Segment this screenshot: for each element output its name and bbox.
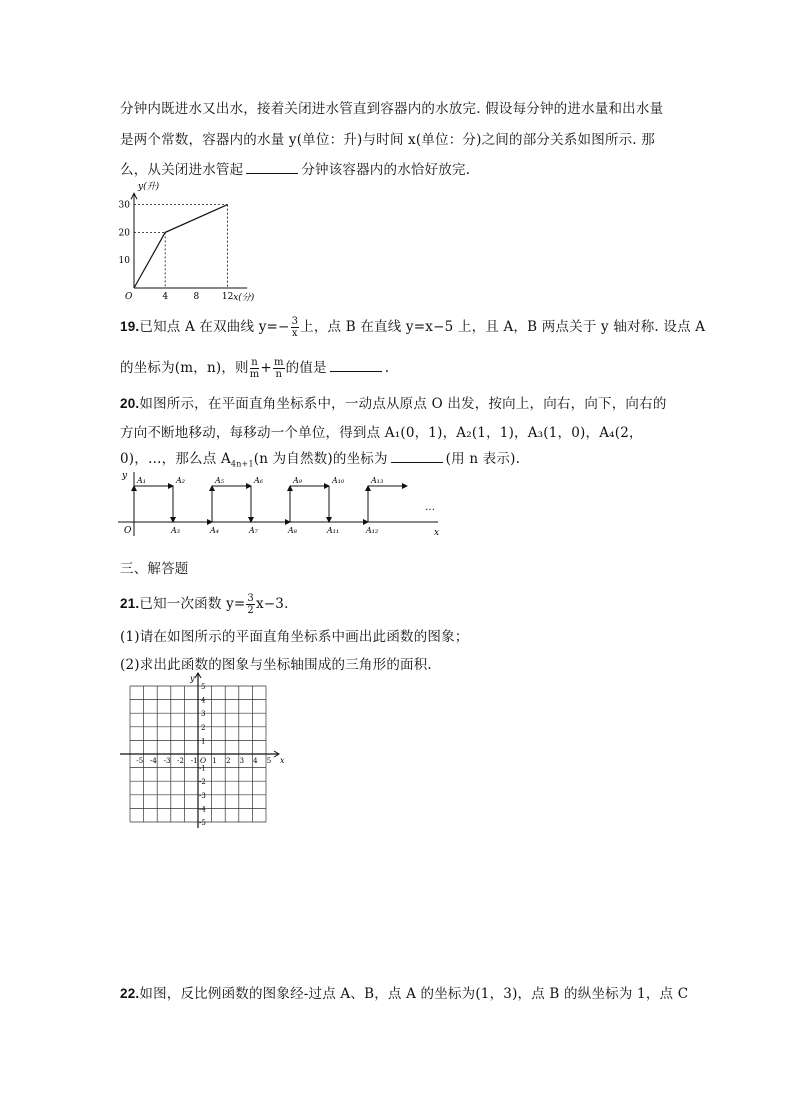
q18-line-1: 分钟内既进水又出水，接着关闭进水管直到容器内的水放完. 假设每分钟的进水量和出水量 — [120, 101, 664, 117]
q21-part-1: (1)请在如图所示的平面直角坐标系中画出此函数的图象； — [120, 629, 469, 645]
question-number: 20. — [120, 396, 140, 411]
ellipsis: … — [425, 502, 435, 513]
y-axis-label: y — [122, 471, 128, 481]
q19-text: 的坐标为(m，n)，则 — [120, 360, 249, 376]
y-tick-label: 3 — [201, 710, 206, 719]
plus-sign: + — [260, 360, 272, 376]
coordinate-grid — [118, 672, 288, 837]
q20-text: 0)，…，那么点 A — [120, 451, 231, 467]
x-axis-label: x — [280, 756, 285, 765]
q21-part-2: (2)求出此函数的图象与坐标轴围成的三角形的面积. — [120, 657, 432, 673]
x-tick-label: -2 — [177, 757, 185, 765]
point-label: A₁₂ — [366, 526, 379, 535]
q21-text: 已知一次函数 y= — [139, 596, 246, 612]
q20-line-2: 方向不断地移动，每移动一个单位，得到点 A₁(0，1)，A₂(1，1)，A₃(1，0)，A₄(2， — [120, 425, 643, 441]
x-tick-label: -4 — [149, 757, 157, 765]
q18-line-3 — [120, 158, 470, 178]
x-tick-label: 2 — [225, 757, 231, 765]
origin-label: O — [125, 292, 133, 302]
origin-label: O — [200, 756, 207, 765]
q19-line-1 — [120, 315, 705, 339]
numerator: 3 — [291, 316, 299, 327]
x-axis-label: x — [434, 528, 440, 538]
point-label: A₁ — [137, 476, 146, 485]
water-volume-chart — [112, 180, 255, 303]
q20-line-1 — [120, 392, 667, 412]
q20-text: (n 为自然数)的坐标为 — [253, 451, 388, 467]
q20-line-3 — [120, 447, 520, 469]
numerator: 3 — [247, 593, 254, 604]
origin-label: O — [124, 526, 132, 536]
subscript-4n+1: 4n+1 — [230, 459, 254, 469]
q18-line-2: 是两个常数，容器内的水量 y(单位：升)与时间 x(单位：分)之间的部分关系如图所示. 那 — [120, 132, 655, 148]
point-label: A₄ — [210, 526, 219, 535]
y-tick-label: -4 — [199, 805, 206, 814]
x-tick-label: -5 — [136, 757, 144, 765]
x-tick-label: 5 — [266, 757, 272, 765]
x-axis-label: x(分) — [233, 293, 255, 303]
x-tick-label: 3 — [239, 757, 245, 765]
x-tick-label: 12 — [221, 292, 234, 302]
y-axis-label: y(升) — [138, 182, 160, 192]
question-number: 21. — [120, 596, 140, 611]
fraction-3-over-x — [291, 316, 300, 339]
point-label: A₃ — [171, 526, 180, 535]
point-label: A₁₀ — [332, 476, 345, 485]
q20-text: 如图所示，在平面直角坐标系中，一动点从原点 O 出发，按向上，向右，向下，向右的 — [139, 396, 667, 412]
denominator: n — [275, 369, 283, 380]
x-tick-label: -3 — [163, 757, 171, 765]
y-tick-label: -1 — [199, 764, 206, 773]
q18-text: 么，从关闭进水管起 — [120, 162, 244, 178]
q19-text: 的值是 — [285, 360, 327, 376]
fraction-3-over-2 — [246, 593, 255, 616]
denominator: 2 — [247, 605, 254, 616]
q21-text: x−3. — [255, 596, 289, 612]
x-tick-label: 1 — [212, 757, 217, 765]
period: . — [384, 360, 390, 376]
water-volume-line — [134, 205, 228, 288]
y-tick-label: 2 — [201, 723, 206, 732]
y-tick-label: 10 — [118, 256, 130, 267]
answer-blank — [246, 161, 298, 174]
y-axis-label: y — [190, 674, 195, 683]
y-tick-label: 4 — [201, 696, 206, 705]
q21-line-1 — [120, 592, 289, 616]
section-heading: 三、解答题 — [120, 561, 189, 577]
question-number: 19. — [120, 319, 140, 334]
y-tick-label: 30 — [118, 200, 130, 211]
point-label: A₁₁ — [327, 526, 340, 535]
question-number: 22. — [120, 986, 140, 1001]
answer-blank — [330, 359, 382, 372]
y-tick-label: 20 — [118, 228, 130, 239]
point-label: A₅ — [215, 476, 224, 485]
denominator: x — [291, 328, 298, 339]
q20-text: (用 n 表示). — [445, 451, 521, 467]
y-tick-label: -2 — [199, 778, 206, 787]
q19-line-2 — [120, 356, 389, 380]
y-tick-label: -3 — [199, 791, 206, 800]
answer-blank — [391, 450, 443, 463]
x-tick-label: 8 — [193, 292, 200, 302]
q22-line-1 — [120, 982, 688, 1002]
y-tick-label: -5 — [199, 819, 206, 827]
denominator: m — [249, 369, 260, 380]
y-tick-label: 5 — [201, 683, 206, 691]
point-label: A₁₃ — [371, 476, 384, 485]
q18-text: 分钟该容器内的水恰好放完. — [301, 162, 471, 178]
point-label: A₇ — [249, 526, 258, 535]
path-figure — [118, 470, 448, 540]
point-label: A₂ — [176, 476, 185, 485]
q19-text: 已知点 A 在双曲线 y=− — [139, 319, 290, 335]
point-label: A₉ — [293, 476, 302, 485]
q19-text: 上，点 B 在直线 y=x−5 上，且 A，B 两点关于 y 轴对称. 设点 A — [300, 319, 706, 335]
numerator: n — [251, 357, 258, 368]
q22-text: 如图，反比例函数的图象经-过点 A、B，点 A 的坐标为(1，3)，点 B 的纵坐标为 1，点 C — [139, 986, 689, 1002]
fraction-m-over-n — [273, 357, 285, 380]
x-tick-label: 4 — [253, 757, 258, 765]
x-tick-label: 4 — [162, 292, 169, 302]
y-tick-label: 1 — [201, 737, 206, 746]
point-label: A₆ — [254, 476, 263, 485]
fraction-n-over-m — [250, 357, 260, 380]
point-label: A₈ — [288, 526, 297, 535]
x-tick-label: -1 — [190, 757, 198, 765]
numerator: m — [273, 357, 284, 368]
